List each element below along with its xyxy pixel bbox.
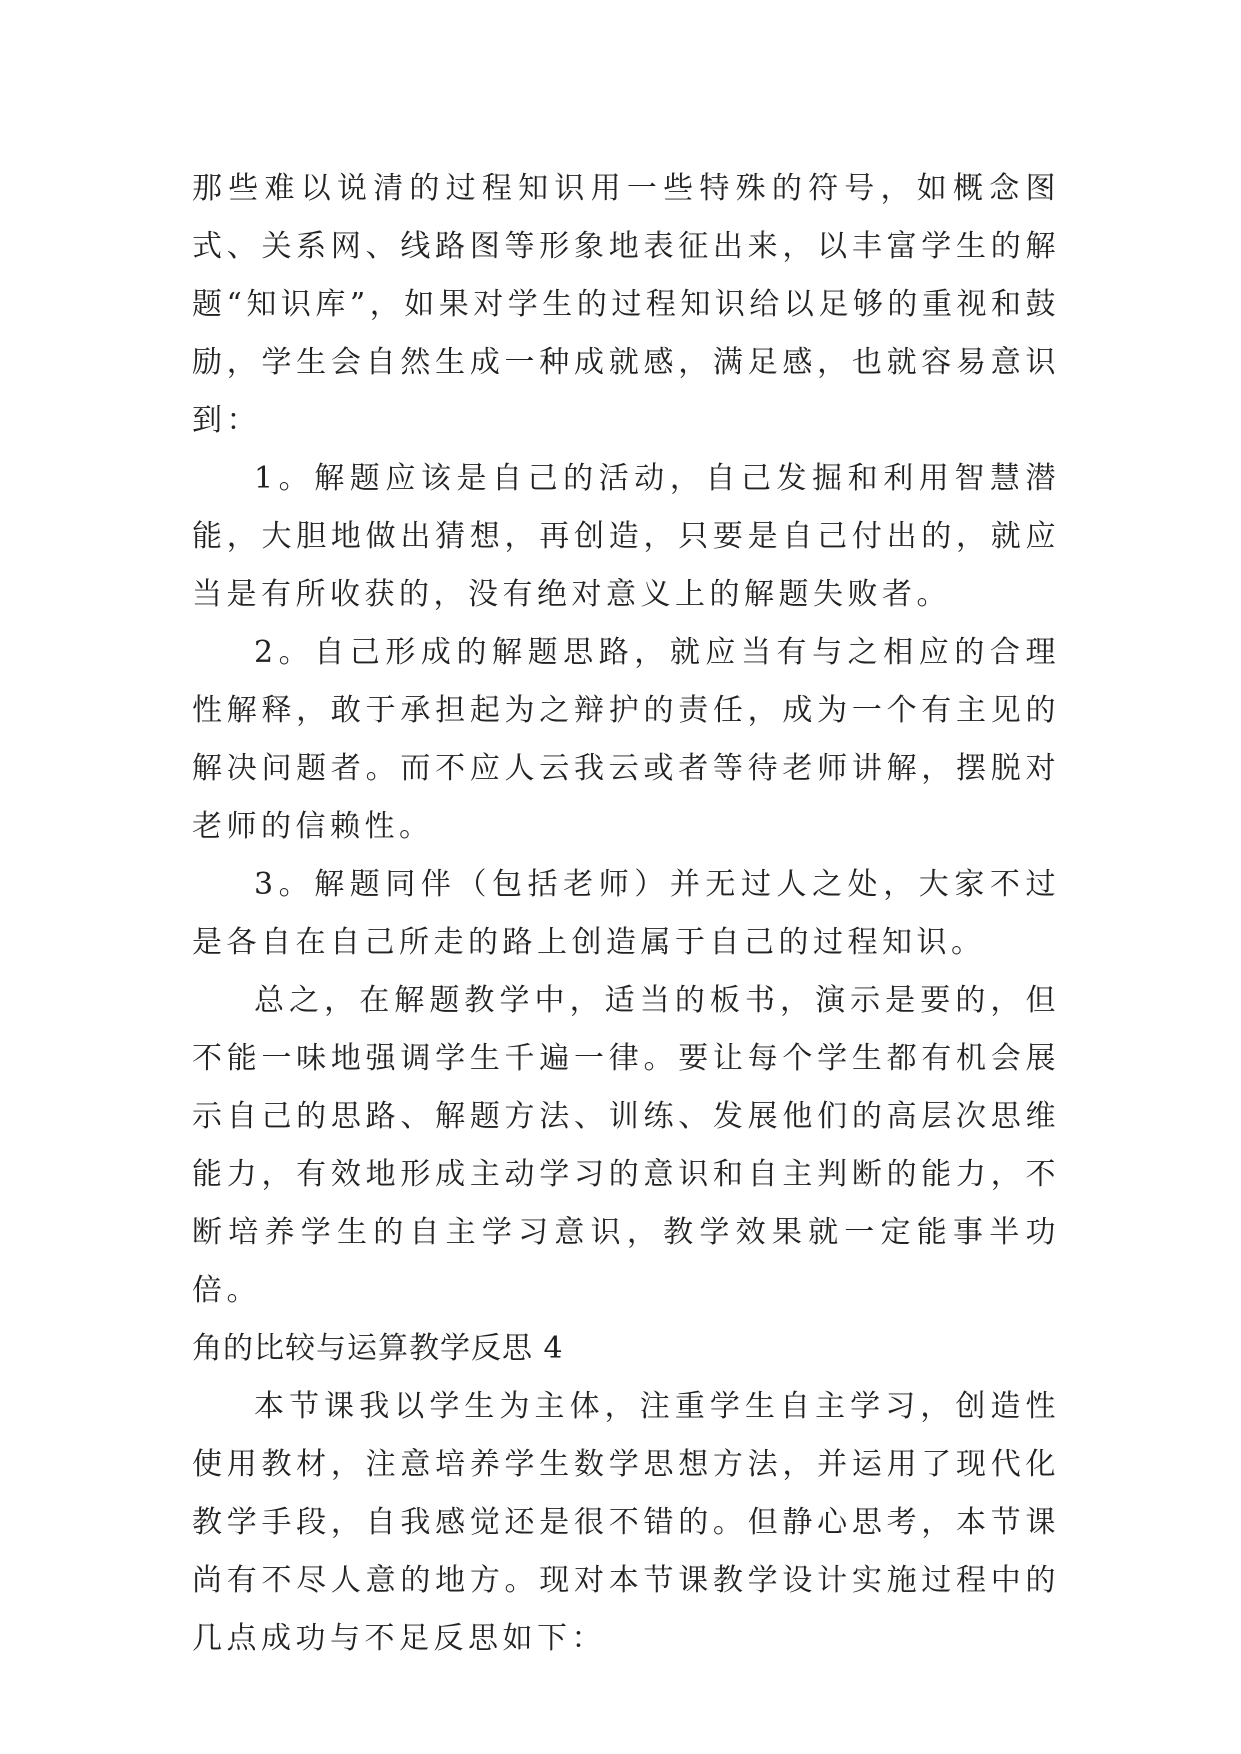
paragraph-point-1: 1。解题应该是自己的活动，自己发掘和利用智慧潜能，大胆地做出猜想，再创造，只要是自己付出的，就应当是有所收获的，没有绝对意义上的解题失败者。 (192, 461, 1060, 612)
paragraph-point-2: 2。自己形成的解题思路，就应当有与之相应的合理性解释，敢于承担起为之辩护的责任，成为一个有主见的解决问题者。而不应人云我云或者等待老师讲解，摆脱对老师的信赖性。 (192, 635, 1060, 844)
paragraph-summary: 总之，在解题教学中，适当的板书，演示是要的，但不能一味地强调学生千遍一律。要让每个学生都有机会展示自己的思路、解题方法、训练、发展他们的高层次思维能力，有效地形成主动学习的意识和自主判断的能力，不断培养学生的自主学习意识，教学效果就一定能事半功倍。 (192, 983, 1060, 1308)
section-heading: 角的比较与运算教学反思 4 (192, 1331, 564, 1366)
paragraph-point-3: 3。解题同伴（包括老师）并无过人之处，大家不过是各自在自己所走的路上创造属于自己的过程知识。 (192, 867, 1060, 960)
paragraph-reflection-intro: 本节课我以学生为主体，注重学生自主学习，创造性使用教材，注意培养学生数学思想方法，并运用了现代化教学手段，自我感觉还是很不错的。但静心思考，本节课尚有不尽人意的地方。现对本节课教学设计实施过程中的几点成功与不足反思如下： (192, 1389, 1060, 1656)
document-body (192, 160, 1060, 1668)
paragraph-continuation: 那些难以说清的过程知识用一些特殊的符号，如概念图式、关系网、线路图等形象地表征出来，以丰富学生的解题“知识库”，如果对学生的过程知识给以足够的重视和鼓励，学生会自然生成一种成就感，满足感，也就容易意识到： (192, 171, 1060, 438)
